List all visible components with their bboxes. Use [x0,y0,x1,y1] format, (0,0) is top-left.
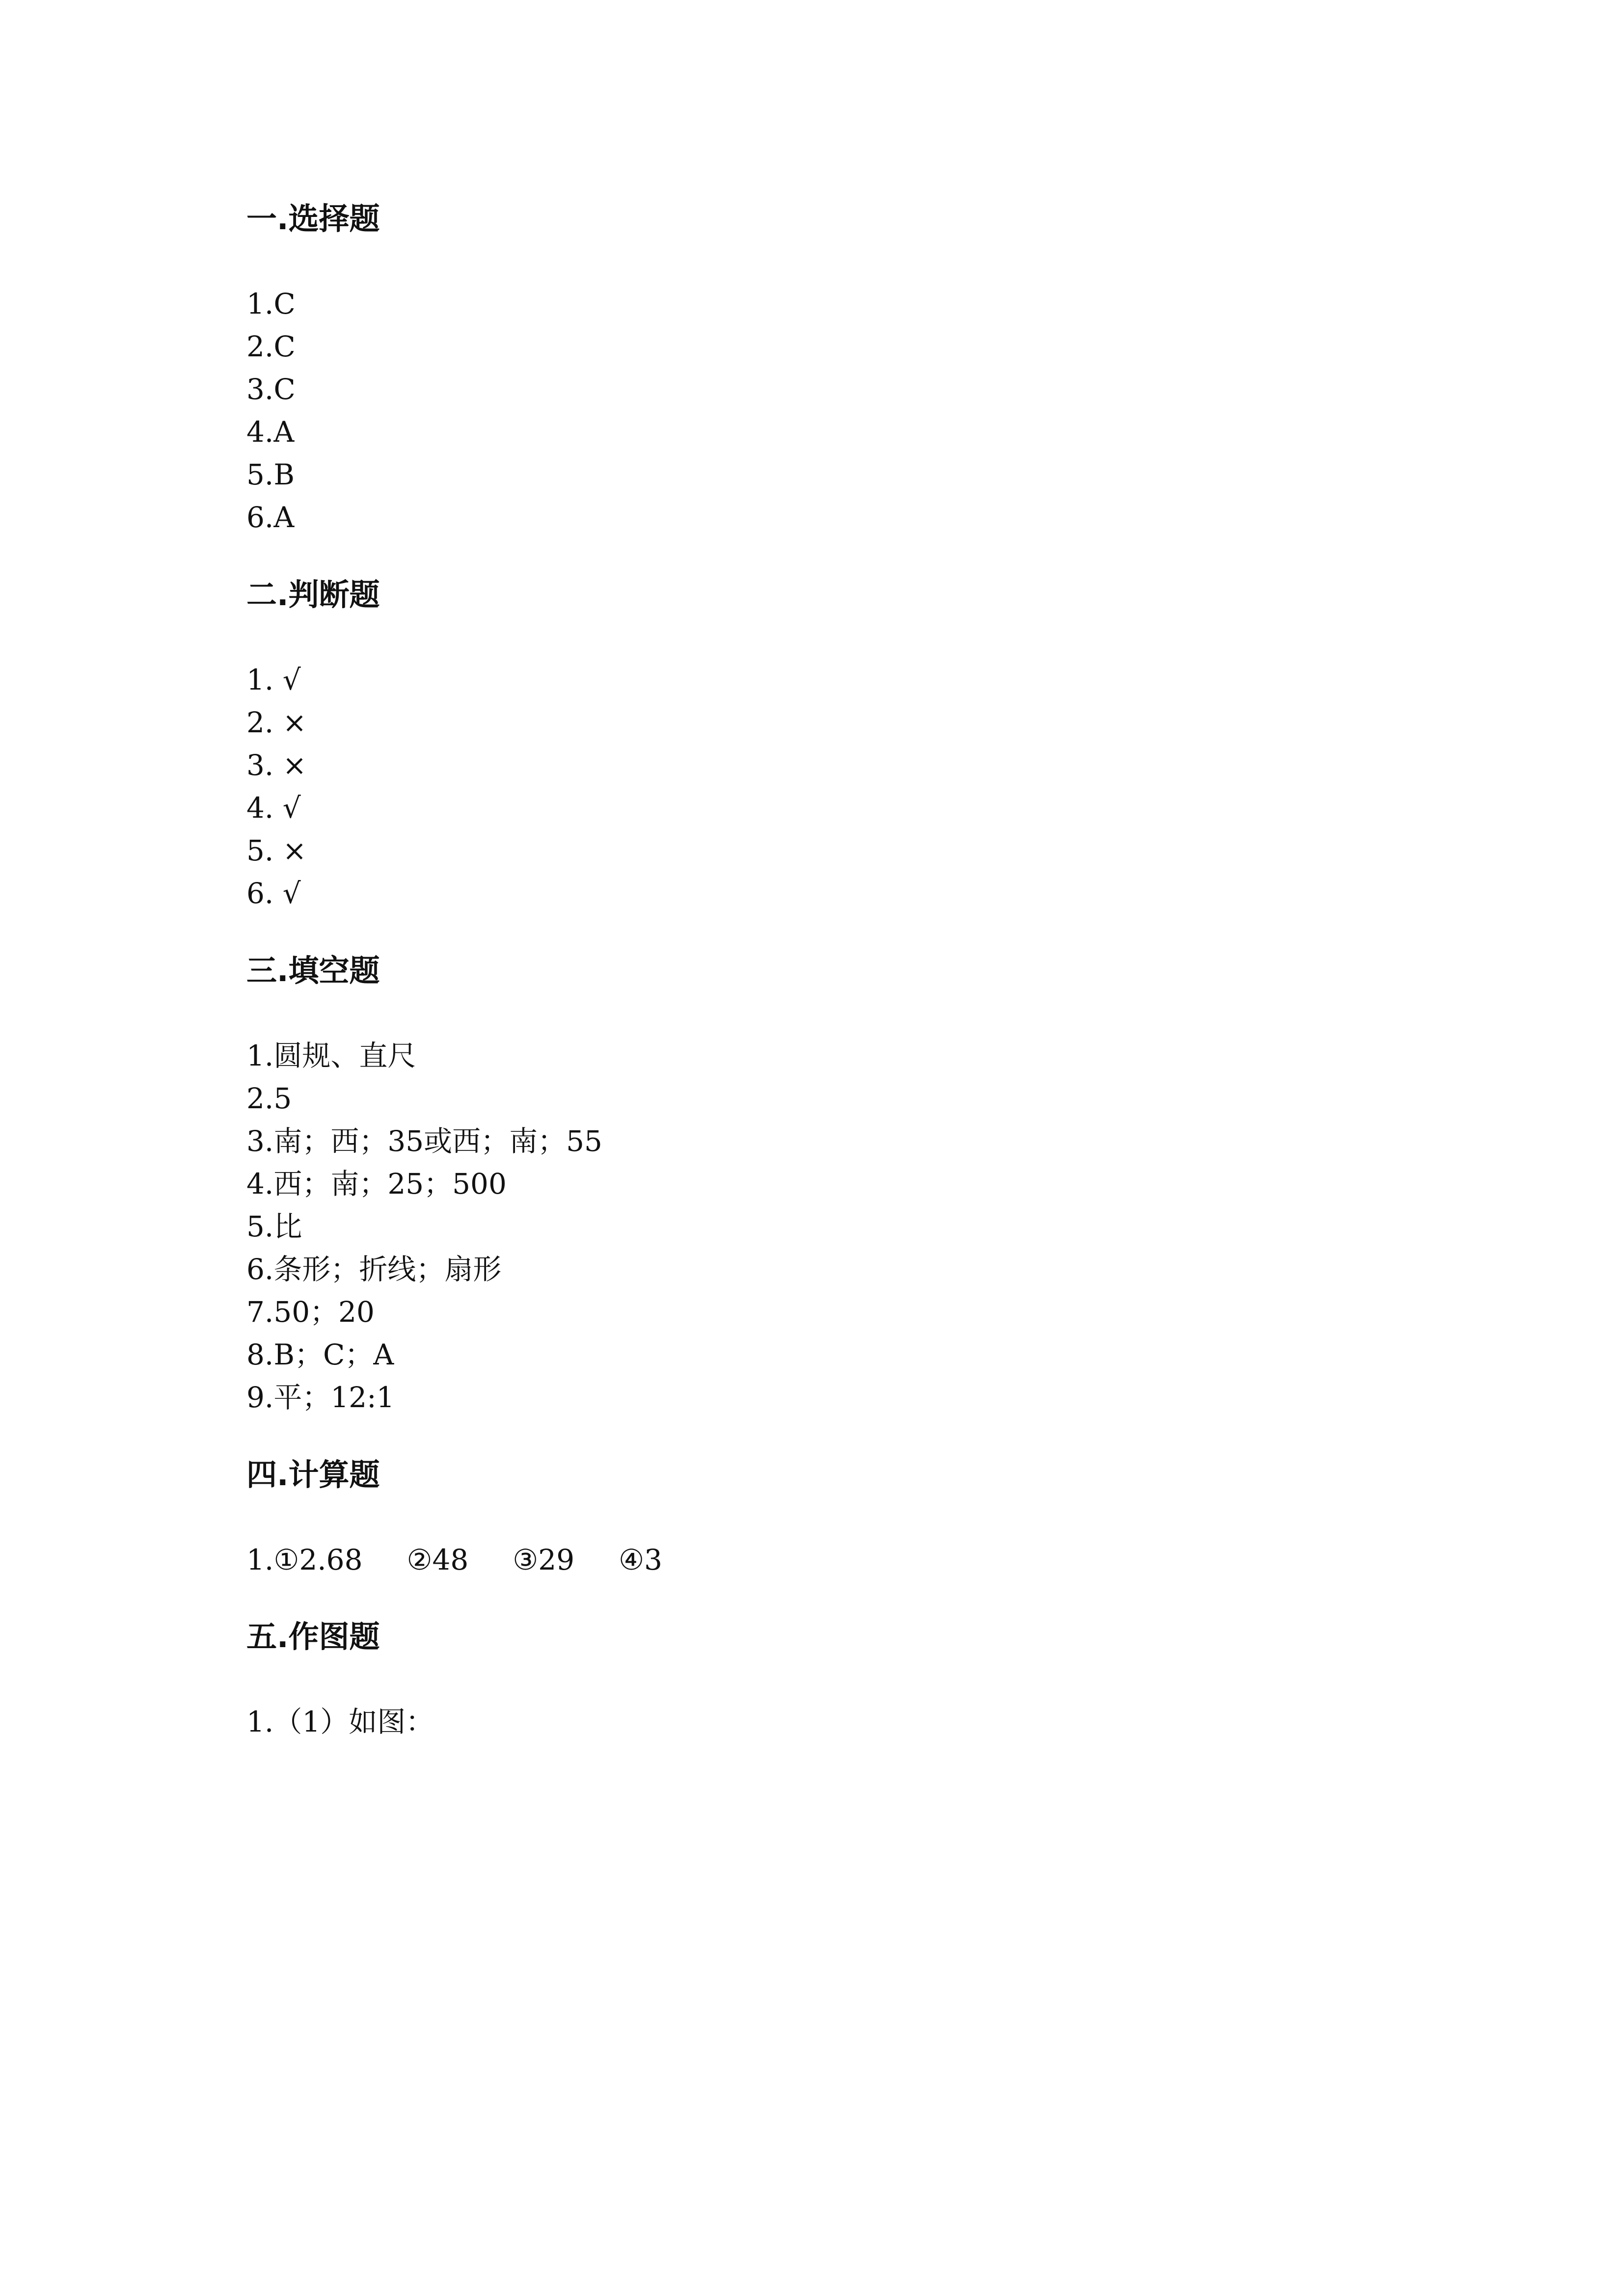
fill-answer-5: 5.比 [246,1210,302,1243]
section-judge-answers [246,659,306,915]
fill-answer-3: 3.南；西；35或西；南；55 [246,1124,602,1158]
choice-answer-2: 2.C [246,330,296,363]
fill-answer-1: 1.圆规、直尺 [246,1039,416,1072]
choice-answer-3: 3.C [246,373,296,406]
judge-answer-2: 2. × [246,706,307,739]
section-choice-title: 一.选择题 [246,201,380,237]
calc-answer-1 [246,1539,662,1581]
choice-answer-1: 1.C [246,287,296,320]
judge-answer-5: 5. × [246,834,307,867]
calc-item-3: ③29 [513,1543,575,1576]
judge-answer-3: 3. × [246,748,307,782]
fill-answer-7: 7.50；20 [246,1295,375,1329]
judge-answer-6: 6. √ [246,877,301,910]
section-calc-answers [246,1539,662,1581]
section-draw-title: 五.作图题 [246,1619,380,1655]
calc-answer-prefix: 1. [246,1543,274,1576]
section-choice-answers [246,283,296,539]
section-draw-answers [246,1701,434,1743]
calc-item-4: ④3 [619,1543,663,1576]
section-calc-title: 四.计算题 [246,1457,380,1493]
fill-answer-2: 2.5 [246,1082,292,1115]
judge-answer-1: 1. √ [246,663,301,696]
choice-answer-4: 4.A [246,415,295,449]
section-fill-answers [246,1035,602,1419]
choice-answer-5: 5.B [246,458,295,491]
calc-item-2: ②48 [406,1543,469,1576]
fill-answer-4: 4.西；南；25；500 [246,1167,507,1201]
calc-item-1: ①2.68 [273,1543,363,1576]
fill-answer-9: 9.平；12:1 [246,1381,395,1414]
section-judge-title: 二.判断题 [246,577,380,613]
section-fill-title: 三.填空题 [246,953,380,988]
draw-answer-1: 1.（1）如图： [246,1705,434,1738]
fill-answer-8: 8.B；C；A [246,1338,394,1371]
choice-answer-6: 6.A [246,501,295,534]
judge-answer-4: 4. √ [246,791,301,825]
fill-answer-6: 6.条形；折线；扇形 [246,1253,502,1286]
